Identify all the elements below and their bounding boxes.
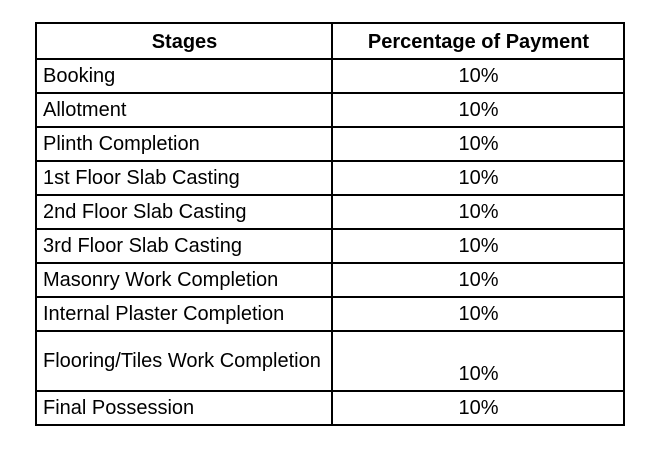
stage-cell: Allotment: [36, 93, 332, 127]
header-stages: Stages: [36, 23, 332, 59]
stage-cell: Internal Plaster Completion: [36, 297, 332, 331]
percentage-cell: 10%: [332, 93, 624, 127]
stage-cell: Flooring/Tiles Work Completion: [36, 331, 332, 391]
stage-cell: Masonry Work Completion: [36, 263, 332, 297]
table-row: [36, 161, 624, 195]
table-row: [36, 263, 624, 297]
percentage-cell: 10%: [332, 331, 624, 391]
table-row: [36, 59, 624, 93]
stage-cell: Final Possession: [36, 391, 332, 425]
table-row: [36, 331, 624, 391]
stage-cell: 2nd Floor Slab Casting: [36, 195, 332, 229]
percentage-cell: 10%: [332, 297, 624, 331]
table-row: [36, 127, 624, 161]
stage-cell: Plinth Completion: [36, 127, 332, 161]
table-row: [36, 391, 624, 425]
table-row: [36, 297, 624, 331]
table-row: [36, 229, 624, 263]
percentage-cell: 10%: [332, 161, 624, 195]
table-body: [36, 59, 624, 425]
stage-cell: 1st Floor Slab Casting: [36, 161, 332, 195]
table-row: [36, 195, 624, 229]
table-row: [36, 93, 624, 127]
stage-cell: Booking: [36, 59, 332, 93]
percentage-cell: 10%: [332, 391, 624, 425]
percentage-cell: 10%: [332, 59, 624, 93]
header-percentage: Percentage of Payment: [332, 23, 624, 59]
percentage-cell: 10%: [332, 263, 624, 297]
payment-schedule-table: [35, 22, 625, 426]
percentage-cell: 10%: [332, 195, 624, 229]
percentage-cell: 10%: [332, 229, 624, 263]
stage-cell: 3rd Floor Slab Casting: [36, 229, 332, 263]
percentage-cell: 10%: [332, 127, 624, 161]
table-header: [36, 23, 624, 59]
header-row: [36, 23, 624, 59]
